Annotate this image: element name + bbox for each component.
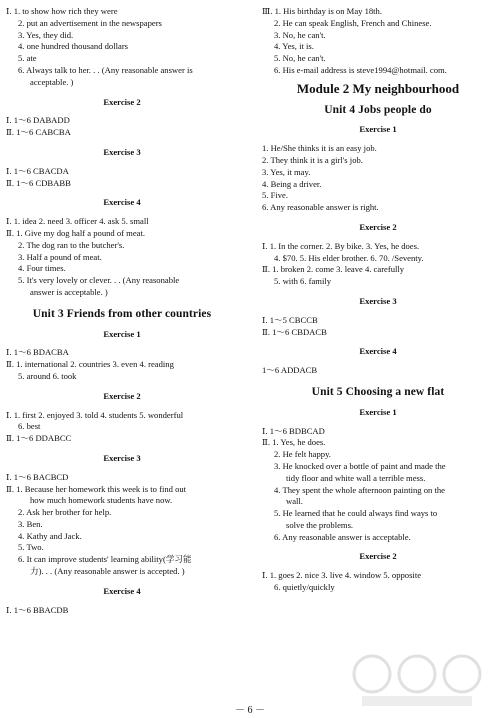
answer-line: answer is acceptable. ) (30, 286, 108, 297)
answer-line: 6. His e-mail address is steve1994@hotmail. com. (274, 64, 447, 75)
exercise-heading: Exercise 1 (103, 328, 141, 339)
answer-line: Ⅰ. 1～5 CBCCB (262, 314, 318, 325)
answer-line: Ⅰ. 1. idea 2. need 3. officer 4. ask 5. small (6, 216, 149, 227)
answer-line: 3. He knocked over a bottle of paint and made the (274, 460, 446, 471)
answer-line: 2. He can speak English, French and Chinese. (274, 17, 432, 28)
answer-line: wall. (286, 496, 303, 507)
answer-line: Ⅱ. 1. broken 2. come 3. leave 4. carefully (262, 264, 405, 275)
exercise-heading: Exercise 2 (359, 551, 397, 562)
answer-line: 1～6 ADDACB (262, 365, 318, 376)
answer-line: Ⅰ. 1～6 BDBCAD (262, 425, 325, 436)
answer-line: 5. ate (18, 53, 37, 64)
answer-line: 4. $70. 5. His elder brother. 6. 70. /Seventy. (274, 252, 424, 263)
answer-line: 5. He learned that he could always find ways to (274, 508, 438, 519)
exercise-heading: Exercise 4 (359, 346, 397, 357)
unit-heading: Unit 5 Choosing a new flat (311, 385, 445, 398)
answer-line: 3. Yes, they did. (18, 29, 74, 40)
answer-line: 2. put an advertisement in the newspapers (18, 17, 162, 28)
answer-line: Ⅰ. 1～6 BBACDB (6, 604, 69, 615)
answer-line: 5. It's very lovely or clever. . . (Any reasonable (18, 275, 180, 286)
exercise-heading: Exercise 4 (103, 585, 141, 596)
page-number: － 6 － (235, 705, 265, 716)
answer-line: Ⅱ. 1. Because her homework this week is to find out (6, 483, 187, 494)
answer-line: solve the problems. (286, 519, 354, 530)
exercise-heading: Exercise 1 (359, 124, 397, 135)
answer-line: Ⅱ. 1～6 CBDACB (262, 326, 327, 337)
answer-line: 2. Ask her brother for help. (18, 507, 112, 518)
exercise-heading: Exercise 2 (103, 96, 141, 107)
answer-line: 6. Any reasonable answer is acceptable. (274, 531, 411, 542)
answer-line: Ⅰ. 1. to show how rich they were (6, 6, 118, 16)
answer-line: 5. No, he can't. (274, 53, 326, 64)
answer-line: Ⅰ. 1. In the corner. 2. By bike. 3. Yes, he does. (262, 240, 420, 251)
answer-line: 3. Ben. (18, 518, 43, 529)
answer-line: 4. Kathy and Jack. (18, 530, 82, 541)
answer-line: 3. Yes, it may. (262, 166, 311, 177)
answer-line: Ⅰ. 1～6 CBACDA (6, 165, 69, 176)
answer-line: 6. quietly/quickly (274, 582, 335, 593)
answer-line: Ⅱ. 1. Yes, he does. (262, 437, 326, 448)
exercise-heading: Exercise 1 (359, 406, 397, 417)
answer-line: Ⅱ. 1～6 DDABCC (6, 433, 72, 444)
answer-line: 6. It can improve students' learning ability(学习能 (18, 554, 192, 565)
right-column (262, 6, 494, 594)
answer-line: 4. They spent the whole afternoon painting on the (274, 484, 445, 495)
answer-line: Ⅱ. 1～6 CDBABB (6, 177, 71, 188)
answer-line: 6. best (18, 421, 41, 432)
answer-line: 2. The dog ran to the butcher's. (18, 239, 125, 250)
answer-line: Ⅲ. 1. His birthday is on May 18th. (262, 6, 383, 16)
answer-line: 5. around 6. took (18, 370, 77, 381)
answer-line: 3. Half a pound of meat. (18, 251, 102, 262)
module-heading: Module 2 My neighbourhood (296, 80, 460, 96)
answer-line: acceptable. ) (30, 76, 74, 87)
answer-line: 5. with 6. family (274, 276, 332, 287)
answer-line: 力). . . (Any reasonable answer is accepted. ) (30, 566, 185, 577)
exercise-heading: Exercise 2 (103, 390, 141, 401)
answer-line: 1. He/She thinks it is an easy job. (262, 143, 377, 154)
answer-line: 3. No, he can't. (274, 29, 326, 40)
answer-line: 5. Two. (18, 542, 44, 553)
answer-line: 4. Yes, it is. (274, 41, 314, 52)
answer-line: Ⅰ. 1～6 BDACBA (6, 347, 69, 358)
answer-line: 5. Five. (262, 190, 289, 201)
answer-line: Ⅰ. 1～6 DABADD (6, 115, 70, 126)
answer-line: 4. Four times. (18, 263, 66, 274)
answer-line: 6. Any reasonable answer is right. (262, 202, 379, 213)
exercise-heading: Exercise 4 (103, 197, 141, 208)
answer-line: how much homework students have now. (30, 495, 173, 506)
exercise-heading: Exercise 3 (103, 452, 141, 463)
exercise-heading: Exercise 3 (359, 295, 397, 306)
answer-line: tidy floor and white wall a terrible mess. (286, 472, 426, 483)
answer-line: Ⅱ. 1. international 2. countries 3. even 4. reading (6, 359, 174, 370)
exercise-heading: Exercise 3 (103, 146, 141, 157)
answer-line: 2. He felt happy. (274, 449, 331, 460)
left-column (6, 6, 238, 616)
answer-line: Ⅰ. 1. goes 2. nice 3. live 4. window 5. opposite (262, 570, 422, 581)
answer-line: 2. They think it is a girl's job. (262, 154, 363, 165)
answer-line: Ⅱ. 1. Give my dog half a pound of meat. (6, 227, 146, 238)
exercise-heading: Exercise 2 (359, 221, 397, 232)
answer-line: Ⅰ. 1～6 BACBCD (6, 471, 69, 482)
unit-heading: Unit 4 Jobs people do (324, 103, 432, 116)
answer-line: 4. Being a driver. (262, 178, 322, 189)
answer-line: Ⅱ. 1～6 CABCBA (6, 127, 71, 138)
unit-heading: Unit 3 Friends from other countries (32, 307, 212, 320)
answer-line: 4. one hundred thousand dollars (18, 41, 129, 52)
answer-line: Ⅰ. 1. first 2. enjoyed 3. told 4. students 5. wonderful (6, 409, 184, 420)
answer-line: 6. Always talk to her. . . (Any reasonable answer is (18, 64, 193, 75)
